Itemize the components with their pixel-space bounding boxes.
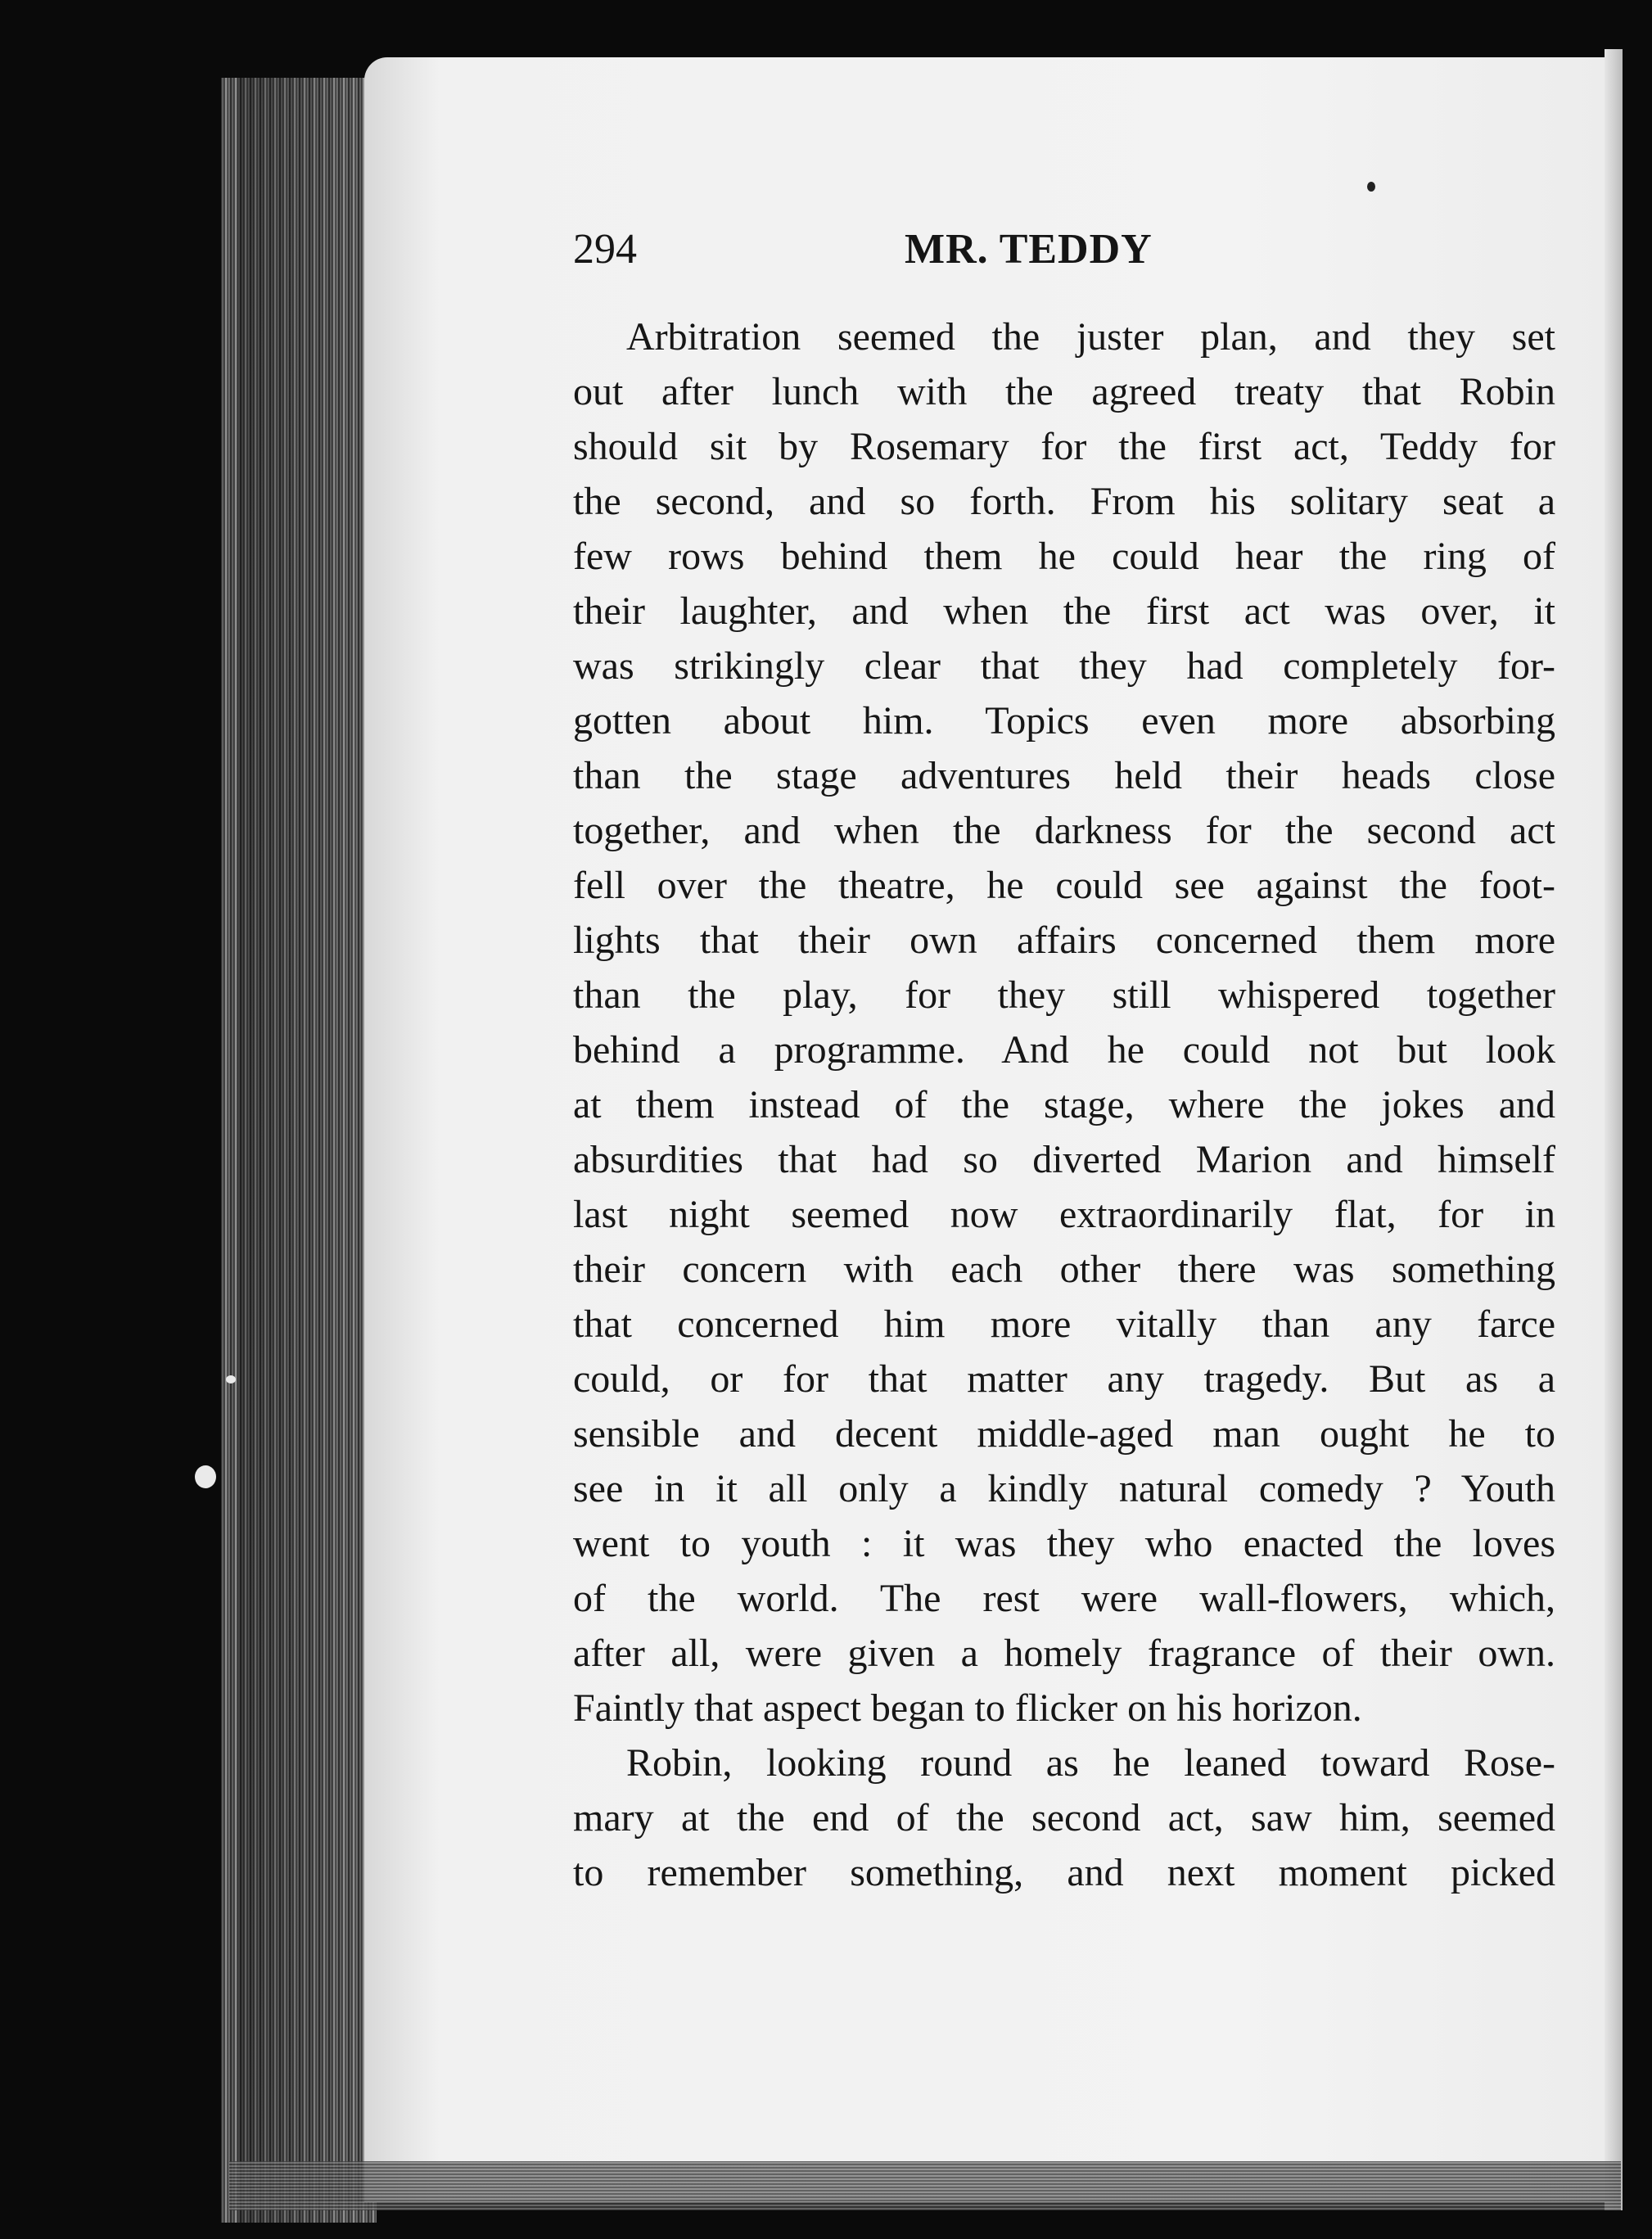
- text-line: few rows behind them he could hear the ring of: [573, 535, 1555, 578]
- text-line: Arbitration seemed the juster plan, and they set: [626, 315, 1555, 359]
- text-line: at them instead of the stage, where the jokes and: [573, 1083, 1555, 1126]
- page-number: 294: [573, 226, 637, 273]
- text-line: together, and when the darkness for the second act: [573, 809, 1555, 852]
- page-edge-shadow: [237, 78, 336, 2223]
- book-bottom-edge: [229, 2161, 1621, 2210]
- body-text: [573, 309, 1555, 1900]
- text-line: that concerned him more vitally than any farce: [573, 1302, 1555, 1346]
- text-line: mary at the end of the second act, saw him, seemed: [573, 1796, 1555, 1840]
- text-line: their laughter, and when the first act was over, it: [573, 589, 1555, 633]
- text-line: gotten about him. Topics even more absorbing: [573, 699, 1555, 743]
- text-line: last night seemed now extraordinarily flat, for in: [573, 1193, 1555, 1236]
- text-line: Robin, looking round as he leaned toward Rose-: [626, 1741, 1555, 1785]
- text-line: sensible and decent middle-aged man ought he to: [573, 1412, 1555, 1456]
- scan-speck: [195, 1465, 216, 1488]
- text-line: Faintly that aspect began to flicker on his horizon.: [573, 1686, 1362, 1730]
- text-line: their concern with each other there was something: [573, 1248, 1555, 1291]
- text-line: to remember something, and next moment picked: [573, 1851, 1555, 1894]
- scan-speck: [1367, 182, 1375, 192]
- text-line: than the play, for they still whispered together: [573, 973, 1555, 1017]
- paragraph: [573, 309, 1555, 1736]
- text-line: went to youth : it was they who enacted the loves: [573, 1522, 1555, 1565]
- text-line: see in it all only a kindly natural comedy ? Youth: [573, 1467, 1555, 1510]
- text-line: of the world. The rest were wall-flowers, which,: [573, 1577, 1555, 1620]
- paragraph: [573, 1736, 1555, 1900]
- text-line: out after lunch with the agreed treaty that Robin: [573, 370, 1555, 413]
- text-line: could, or for that matter any tragedy. But as a: [573, 1357, 1555, 1401]
- text-line: than the stage adventures held their heads close: [573, 754, 1555, 797]
- text-line: lights that their own affairs concerned them more: [573, 919, 1555, 962]
- text-line: absurdities that had so diverted Marion and himself: [573, 1138, 1555, 1181]
- text-line: should sit by Rosemary for the first act, Teddy for: [573, 425, 1555, 468]
- running-header: [573, 221, 1555, 278]
- text-line: behind a programme. And he could not but look: [573, 1028, 1555, 1072]
- text-line: was strikingly clear that they had completely for-: [573, 644, 1555, 688]
- text-line: fell over the theatre, he could see against the foot-: [573, 864, 1555, 907]
- text-line: the second, and so forth. From his solitary seat a: [573, 480, 1555, 523]
- text-line: after all, were given a homely fragrance of their own.: [573, 1632, 1555, 1675]
- running-title: MR. TEDDY: [905, 226, 1153, 273]
- page-right-edge: [1605, 49, 1623, 2210]
- scan-speck: [226, 1375, 236, 1384]
